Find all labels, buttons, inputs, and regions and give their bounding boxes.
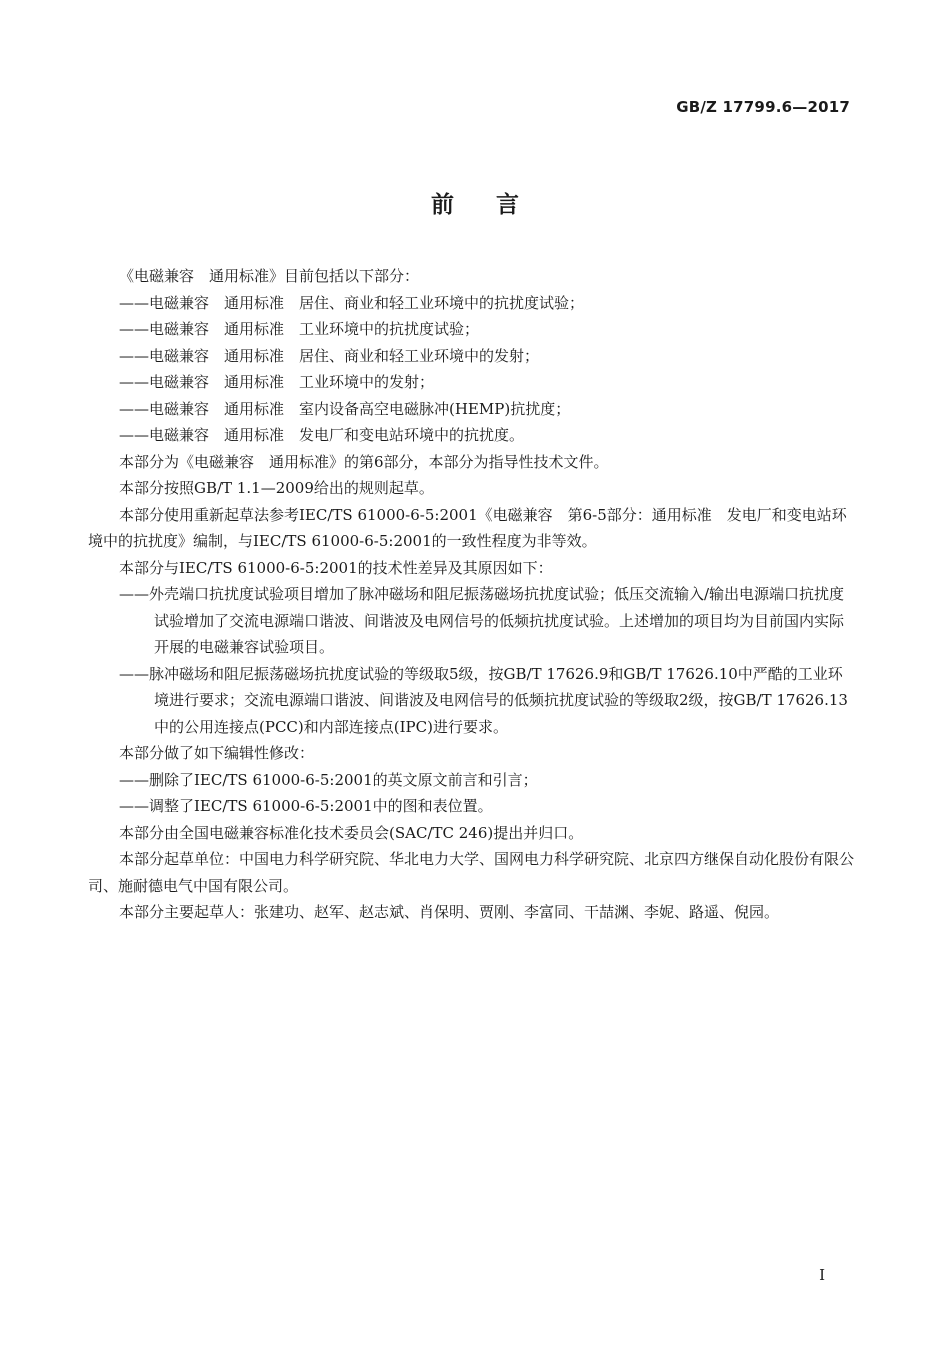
paragraph: 本部分起草单位：中国电力科学研究院、华北电力大学、国网电力科学研究院、北京四方继保自动化股份有限公司、施耐德电气中国有限公司。 [88,850,855,895]
page-title: 前言 [431,192,561,218]
paragraph: 本部分由全国电磁兼容标准化技术委员会(SAC/TC 246)提出并归口。 [119,823,584,842]
paragraph: 本部分按照GB/T 1.1—2009给出的规则起草。 [119,479,434,497]
list-item: ——脉冲磁场和阻尼振荡磁场抗扰度试验的等级取5级，按GB/T 17626.9和GB/T 17626.10中严酷的工业环境进行要求；交流电源端口谐波、间谐波及电网信号的低频抗扰度试验的等级取2级，按GB/T 17626.13中的公用连接点(PCC)和内部连接点(IPC)进行要求。 [119,664,848,736]
list-item: ——外壳端口抗扰度试验项目增加了脉冲磁场和阻尼振荡磁场抗扰度试验；低压交流输入/输出电源端口抗扰度试验增加了交流电源端口谐波、间谐波及电网信号的低频抗扰度试验。上述增加的项目均为目前国内实际开展的电磁兼容试验项目。 [119,585,845,656]
paragraph: 本部分使用重新起草法参考IEC/TS 61000-6-5:2001《电磁兼容 第6-5部分：通用标准 发电厂和变电站环境中的抗扰度》编制，与IEC/TS 61000-6-5:2001的一致性程度为非等效。 [88,505,847,550]
paragraph: 本部分做了如下编辑性修改： [119,744,315,762]
foreword-body [88,263,854,926]
list-item: ——电磁兼容 通用标准 工业环境中的发射； [119,373,435,391]
page-number: I [819,1266,825,1284]
list-item: ——删除了IEC/TS 61000-6-5:2001的英文原文前言和引言； [119,770,538,789]
list-item: ——电磁兼容 通用标准 居住、商业和轻工业环境中的抗扰度试验； [119,293,585,312]
paragraph: 本部分为《电磁兼容 通用标准》的第6部分，本部分为指导性技术文件。 [119,452,609,471]
list-item: ——调整了IEC/TS 61000-6-5:2001中的图和表位置。 [119,797,493,815]
list-item: ——电磁兼容 通用标准 工业环境中的抗扰度试验； [119,320,480,338]
paragraph: 《电磁兼容 通用标准》目前包括以下部分： [119,267,420,285]
paragraph: 本部分与IEC/TS 61000-6-5:2001的技术性差异及其原因如下： [119,558,553,577]
list-item: ——电磁兼容 通用标准 室内设备高空电磁脉冲(HEMP)抗扰度； [119,399,571,418]
list-item: ——电磁兼容 通用标准 居住、商业和轻工业环境中的发射； [119,346,540,365]
paragraph: 本部分主要起草人：张建功、赵军、赵志斌、肖保明、贾刚、李富同、干喆渊、李妮、路遥、倪园。 [119,903,780,921]
standard-code: GB/Z 17799.6—2017 [676,98,850,116]
list-item: ——电磁兼容 通用标准 发电厂和变电站环境中的抗扰度。 [119,426,525,444]
